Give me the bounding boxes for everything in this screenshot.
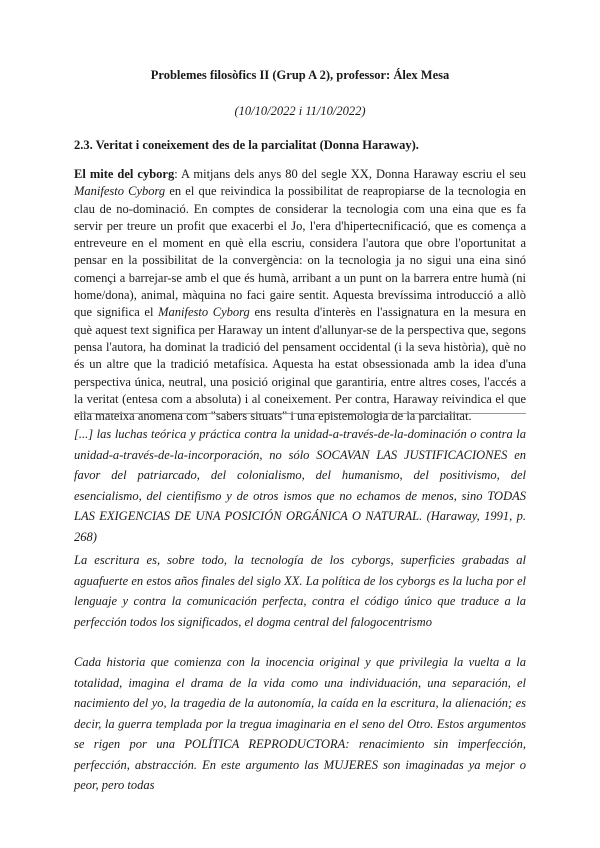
work-title: Manifesto Cyborg bbox=[74, 184, 166, 199]
section-heading: 2.3. Veritat i coneixement des de la parcialitat (Donna Haraway). bbox=[74, 138, 419, 152]
paragraph-lead: El mite del cyborg bbox=[74, 167, 175, 181]
paragraph-text-1: : A mitjans dels anys 80 del segle XX, Donna Haraway escriu el seu bbox=[174, 167, 526, 181]
quote-block: Cada historia que comienza con la inocencia original y que privilegia la vuelta a la totalidad, imagina el drama de la vida como una individuación, una separación, el nacimiento del yo, la tragedia de la autonomía, la caída en la escritura, la alienación; es decir, la guerra templada por la tregua imaginaria en el seno del Otro. Estos argumentos se rigen por una POLÍTICA REPRODUCTORA: renacimiento sin imperfección, perfección, abstracción. En este argumento las MUJERES son imaginadas ya mejor o peor, pero todas bbox=[74, 655, 526, 792]
intro-paragraph bbox=[74, 166, 526, 425]
quote-block: La escritura es, sobre todo, la tecnología de los cyborgs, superficies grabadas al aguafuerte en estos años finales del siglo XX. La política de los cyborgs es la lucha por el lenguaje y contra la comunicación perfecta, contra el código único que traduce a la perfección todos los significados, el dogma central del falogocentrismo bbox=[74, 553, 526, 629]
course-title: Problemes filosòfics II (Grup A 2), professor: Álex Mesa bbox=[150, 68, 450, 82]
paragraph-text-3: ens resulta d'interès en l'assignatura en la mesura en què aquest text significa per Haraway un intent d'allunyar-se de la perspectiva que, segons pensa l'autora, ha dominat la tradició del pensament occidental (i la seva història), què no és un altre que la tradició metafísica. Aquesta ha estat obsessionada amb la idea d'una perspectiva única, neutral, una posició original que garantiria, entre altres coses, l'accés a la veritat (entesa com a absoluta) i al coneixement. Per contra, Haraway reivindica el que ella mateixa anomena com "sabers situats" i una epistemologia de la parcialitat. bbox=[74, 305, 526, 424]
session-dates: (10/10/2022 i 11/10/2022) bbox=[234, 104, 366, 118]
work-title: Manifesto Cyborg bbox=[158, 305, 250, 320]
paragraph-text-2: en el que reivindica la possibilitat de reapropiarse de la tecnologia en clau de no-dominació. En comptes de considerar la tecnologia com una eina que es fa servir per treure un profit que exacerbi el Jo, l'era d'hipertecnificació, que es comença a entreveure en el moment en què ella escriu, considera l'autora que obre l'oportunitat a pensar en la possibilitat de la convergència: on la tecnologia ja no sigui una eina sinó començi a barrejar-se amb el que és humà, arribant a un punt on la barrera entre humà (ni home/dona), animal, màquina no faci gaire sentit. Aquesta brevíssima introducció a allò que significa el bbox=[74, 184, 526, 320]
quote-block: [...] las luchas teórica y práctica contra la unidad-a-través-de-la-dominación o contra la unidad-a-través-de-la-incorporación, no sólo SOCAVAN LAS JUSTIFICACIONES en favor del patriarcado, del colonialismo, del humanismo, del positivismo, del esencialismo, del cientifismo y de otros ismos que no echamos de menos, sino TODAS LAS EXIGENCIAS DE UNA POSICIÓN ORGÁNICA O NATURAL. (Haraway, 1991, p. 268) bbox=[74, 427, 526, 544]
horizontal-divider bbox=[74, 413, 526, 414]
